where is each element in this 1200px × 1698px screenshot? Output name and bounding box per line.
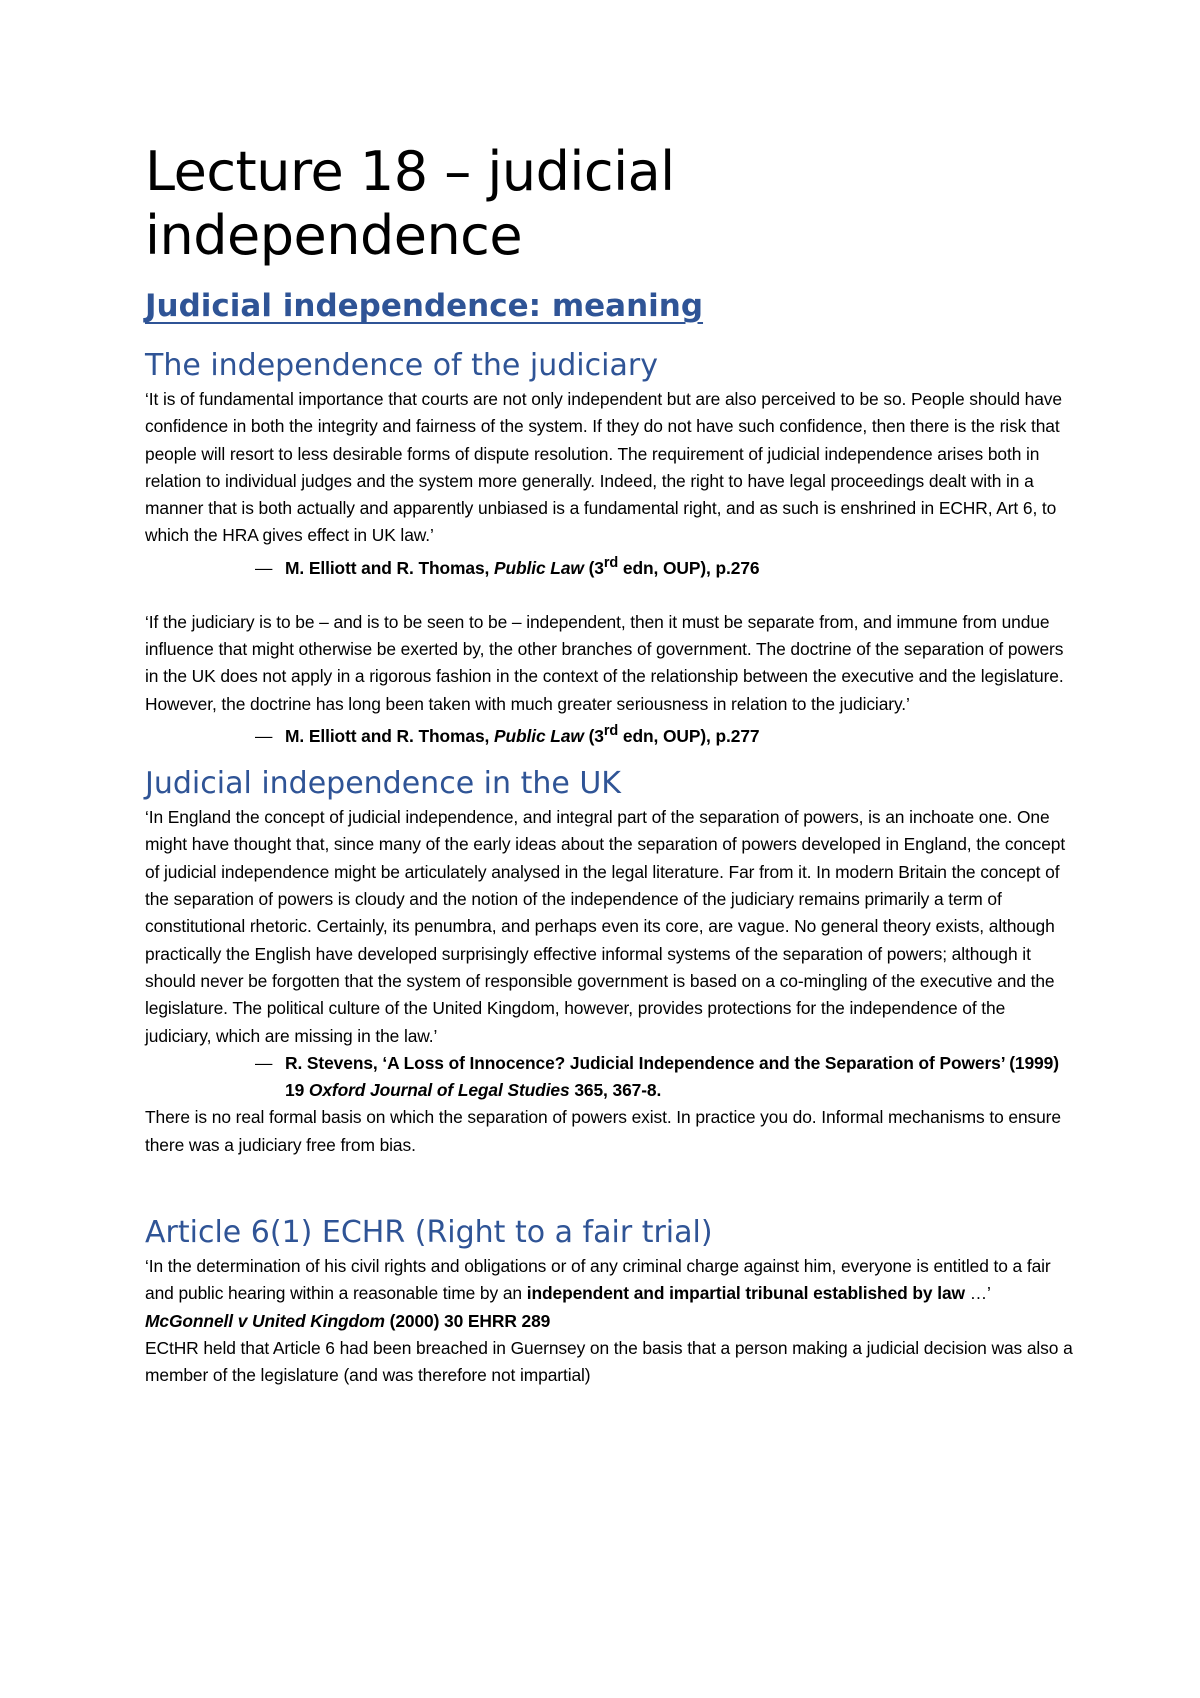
page-title — [145, 140, 1075, 268]
quote-elliott-thomas-276: ‘It is of fundamental importance that courts are not only independent but are also perceived to be so. People should have confidence in both the integrity and fairness of the system. If they do not have such confidence, then there is the risk that people will resort to less desirable forms of dispute resolution. The requirement of judicial independence arises both in relation to individual judges and the system more generally. Indeed, the right to have legal proceedings dealt with in a manner that is both actually and apparently unbiased is a fundamental right, and as such is enshrined in ECHR, Art 6, to which the HRA gives effect in UK law.’ — [145, 389, 1062, 546]
citation-elliott-thomas-276 — [145, 550, 1075, 582]
case-mcgonnell — [145, 1308, 1075, 1335]
citation-stevens — [255, 1050, 1075, 1105]
article-6-emphasis: independent and impartial tribunal established by law — [526, 1283, 965, 1304]
citation-book-title: Public Law — [494, 725, 584, 746]
spacer — [145, 582, 1075, 609]
citation-edition-suffix: rd — [603, 723, 619, 740]
case-note: ECtHR held that Article 6 had been breached in Guernsey on the basis that a person making a judicial decision was also a member of the legislature (and was therefore not impartial) — [145, 1337, 1073, 1386]
citation-edition: (3 — [583, 557, 604, 578]
quote-article-6 — [145, 1253, 1075, 1308]
title-line-1: Lecture 18 – judicial — [145, 140, 675, 203]
citation-page: edn, OUP), p.277 — [618, 725, 760, 746]
subheading-article-6: Article 6(1) ECHR (Right to a fair trial) — [145, 1215, 713, 1251]
quote-elliott-thomas-277: ‘If the judiciary is to be – and is to be seen to be – independent, then it must be separate from, and immune from undue influence that might otherwise be exerted by, the other branches of government. The doctrine of the separation of powers in the UK does not apply in a rigorous fashion in the context of the relationship between the executive and the legislature. However, the doctrine has long been taken with much greater seriousness in relation to the judiciary.’ — [145, 611, 1064, 714]
citation-edition-suffix: rd — [603, 554, 619, 571]
citation-stevens-text: R. Stevens, ‘A Loss of Innocence? Judicial Independence and the Separation of Powers’ (1999) 19 — [285, 1052, 1059, 1101]
case-citation: (2000) 30 EHRR 289 — [384, 1310, 551, 1331]
citation-dash: — — [255, 1052, 273, 1073]
citation-authors: M. Elliott and R. Thomas, — [285, 557, 494, 578]
citation-journal: Oxford Journal of Legal Studies — [308, 1080, 570, 1101]
title-line-2: independence — [145, 204, 523, 267]
document-page — [145, 140, 1075, 1390]
article-6-text: ‘In the determination of his civil rights and obligations or of any criminal charge against him, everyone is entitled to a fair and public hearing within a reasonable time by an — [145, 1256, 1051, 1304]
note-separation-of-powers: There is no real formal basis on which the separation of powers exist. In practice you do. Informal mechanisms to ensure there was a judiciary free from bias. — [145, 1107, 1061, 1155]
citation-dash: — — [255, 557, 273, 578]
section-heading-meaning: Judicial independence: meaning — [145, 288, 704, 324]
quote-stevens: ‘In England the concept of judicial independence, and integral part of the separation of powers, is an inchoate one. One might have thought that, since many of the early ideas about the separation of powers developed in England, the concept of judicial independence might be articulately analysed in the legal literature. Far from it. In modern Britain the concept of the separation of powers is cloudy and the notion of the independence of the judiciary remains primarily a term of constitutional rhetoric. Certainly, its penumbra, and perhaps even its core, are vague. No general theory exists, although practically the English have developed surprisingly effective informal systems of the separation of powers; although it should never be forgotten that the system of responsible government is based on a co-mingling of the executive and the legislature. The political culture of the United Kingdom, however, provides protections for the independence of the judiciary, which are missing in the law.’ — [145, 807, 1066, 1046]
citation-book-title: Public Law — [494, 557, 584, 578]
citation-edition: (3 — [583, 725, 604, 746]
article-6-text-end: …’ — [964, 1283, 991, 1304]
subheading-independence-of-judiciary: The independence of the judiciary — [145, 348, 658, 383]
citation-dash: — — [255, 725, 273, 746]
case-name: McGonnell v United Kingdom — [145, 1310, 385, 1331]
citation-page: 365, 367-8. — [569, 1080, 662, 1101]
citation-page: edn, OUP), p.276 — [618, 557, 760, 578]
subheading-judicial-independence-uk: Judicial independence in the UK — [145, 766, 621, 802]
citation-elliott-thomas-277 — [145, 718, 1075, 750]
citation-authors: M. Elliott and R. Thomas, — [285, 725, 494, 746]
